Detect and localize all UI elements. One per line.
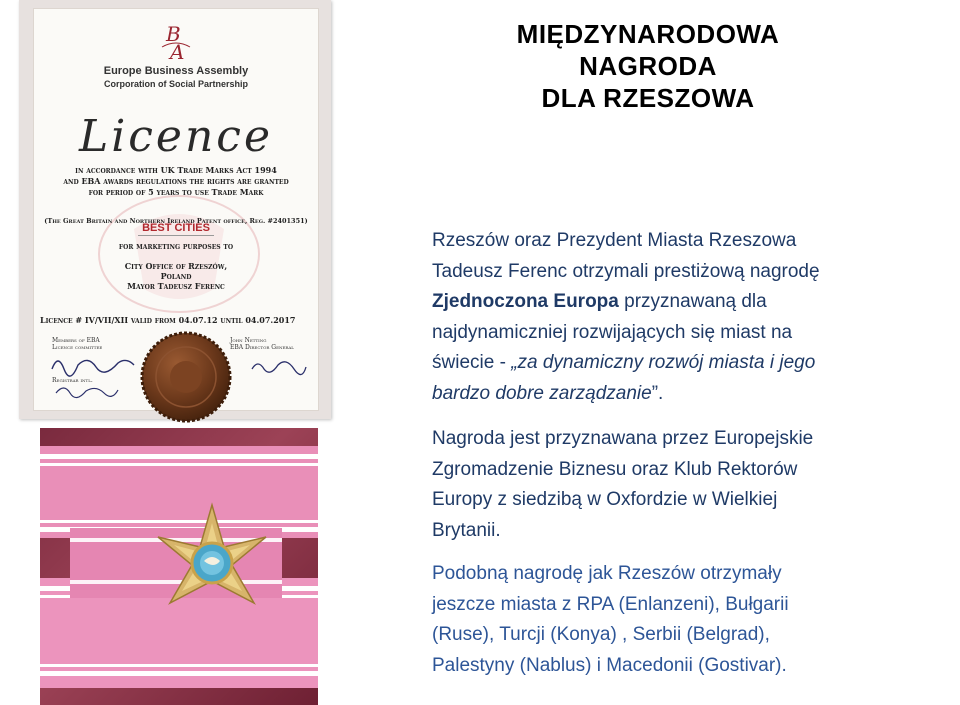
p2-line-4: Brytanii. <box>432 519 501 541</box>
paragraph-other-cities <box>432 559 932 681</box>
eba-monogram-logo <box>152 19 200 67</box>
ribbon-and-star-medal <box>40 428 318 705</box>
registrar-label: Registrar intl. <box>52 377 93 384</box>
signature-right-icon <box>248 355 308 379</box>
p1-line-3-rest: przyznawaną dla <box>618 291 767 312</box>
p2-line-3: Europy z siedzibą w Oxfordzie w Wielkiej <box>432 489 778 510</box>
p1-line-4: najdynamiczniej rozwijających się miast na <box>432 321 793 343</box>
p2-line-2: Zgromadzenie Biznesu oraz Klub Rektorów <box>432 458 798 480</box>
certificate-recipient-3: Mayor Tadeusz Ferenc <box>127 281 225 291</box>
award-name: Zjednoczona Europa <box>432 291 619 312</box>
certificate-paper <box>33 8 319 411</box>
p2-line-1: Nagroda jest przyznawana przez Europejskie <box>432 428 814 449</box>
left-signatory-2: Licence committee <box>52 344 103 351</box>
right-signatory-1: John Netting <box>230 337 267 344</box>
title-line-1: MIĘDZYNARODOWA <box>516 19 780 49</box>
certificate-recipient-1: City Office of Rzeszów, <box>124 261 228 271</box>
slide-title <box>448 18 848 114</box>
title-line-2: NAGRODA <box>579 51 717 81</box>
wax-seal-icon <box>138 329 234 425</box>
certificate-clause-3: for period of 5 years to use Trade Mark <box>88 187 264 197</box>
p1-line-3 <box>432 287 932 318</box>
right-signatory-2: EBA Director General <box>230 344 294 351</box>
certificate-recipient-2: Poland <box>160 271 192 281</box>
p3-line-3: (Ruse), Turcji (Konya) , Serbii (Belgrad), <box>432 624 770 645</box>
p1-line-5-start: świecie - <box>432 352 512 373</box>
certificate-clause-2: and EBA awards regulations the rights are granted <box>63 176 289 186</box>
p3-line-4: Palestyny (Nablus) i Macedonii (Gostivar). <box>432 654 787 676</box>
award-quote-end: ”. <box>651 382 664 404</box>
p1-line-2: Tadeusz Ferenc otrzymali prestiżową nagrodę <box>432 260 820 282</box>
trademark-underline <box>138 235 214 236</box>
svg-text:A: A <box>170 40 185 64</box>
p1-line-1: Rzeszów oraz Prezydent Miasta Rzeszowa <box>432 230 797 251</box>
certificate-photo <box>19 0 331 419</box>
certificate-licence-number: Licence # IV/VII/XII valid from 04.07.12 until 04.07.2017 <box>40 315 296 325</box>
p3-line-1: Podobną nagrodę jak Rzeszów otrzymały <box>432 563 782 584</box>
paragraph-award-description <box>432 226 932 409</box>
certificate-heading: Licence <box>79 111 273 162</box>
award-quote-2: bardzo dobre zarządzanie <box>432 382 652 404</box>
watermark-crest <box>94 189 264 319</box>
certificate-trademark: BEST CITIES <box>142 222 210 234</box>
signature-registrar-icon <box>52 381 122 399</box>
title-line-3: DLA RZESZOWA <box>541 83 755 113</box>
svg-text:B: B <box>166 22 181 46</box>
p1-line-5 <box>432 348 932 379</box>
p3-line-2: jeszcze miasta z RPA (Enlanzeni), Bułgarii <box>432 593 789 615</box>
certificate-organization-sub: Corporation of Social Partnership <box>103 79 249 89</box>
certificate-clause-1: in accordance with UK Trade Marks Act 1994 <box>75 165 277 175</box>
paragraph-awarding-body <box>432 424 932 546</box>
signature-left-icon <box>48 351 138 377</box>
certificate-purpose: for marketing purposes to <box>118 241 234 251</box>
left-signatory-1: Members of EBA <box>52 337 100 344</box>
p1-line-6 <box>432 379 932 410</box>
award-quote-1: „za dynamiczny rozwój miasta i jego <box>511 352 816 373</box>
certificate-patent-note: (The Great Britain and Northern Ireland Patent office, Reg. #2401351) <box>44 217 308 225</box>
medal-photo <box>40 428 318 705</box>
certificate-organization: Europe Business Assembly <box>103 65 249 77</box>
